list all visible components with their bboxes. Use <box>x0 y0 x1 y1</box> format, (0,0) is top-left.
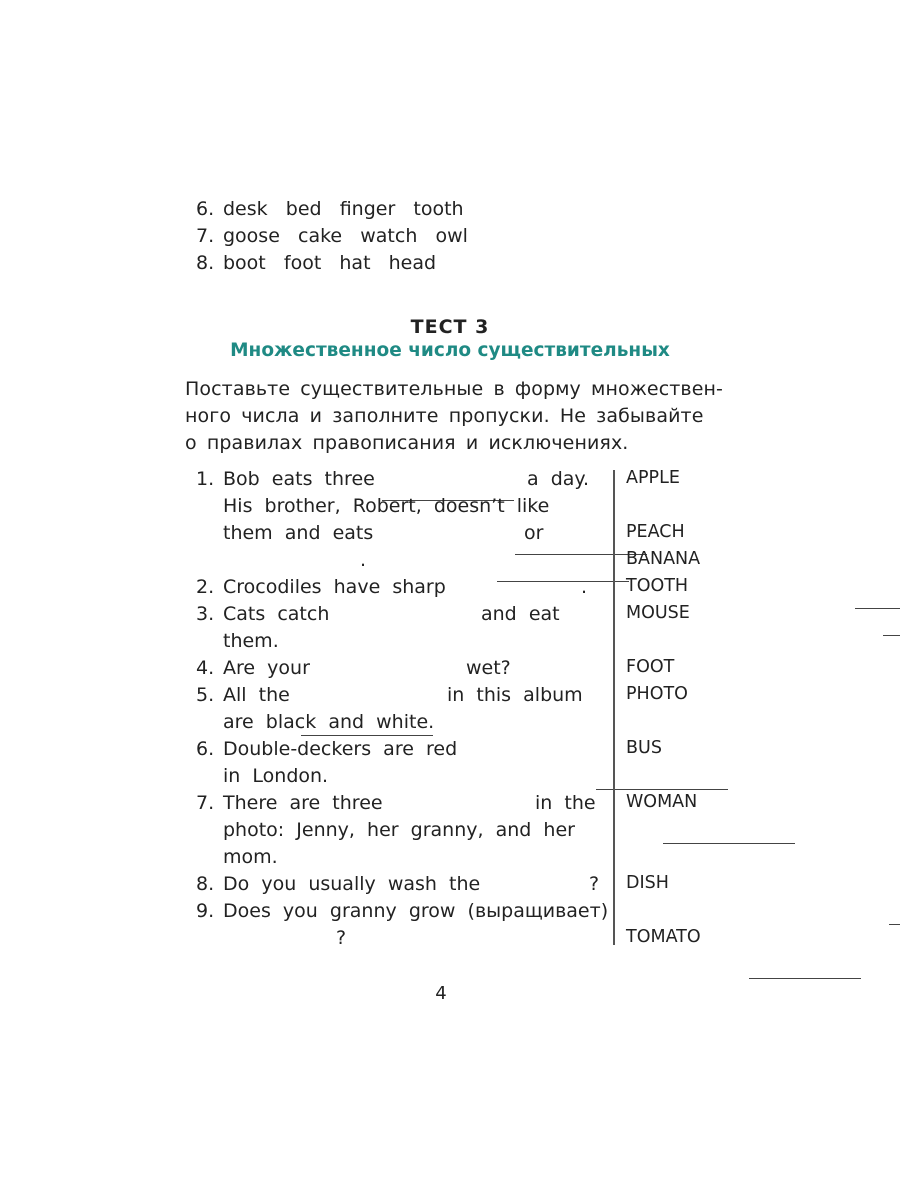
test-subtitle: Множественное число существительных <box>230 340 670 361</box>
item-text: His brother, Robert, doesn’t like <box>223 495 550 517</box>
item-text: a day. <box>527 468 590 490</box>
prev-item-number: 7. <box>196 225 215 247</box>
item-number: 1. <box>196 468 215 490</box>
item-text: Cats catch <box>223 603 330 625</box>
item-text: Are your <box>223 657 310 679</box>
item-text: . <box>581 576 588 598</box>
prev-item-number: 8. <box>196 252 215 274</box>
word-list-item: APPLE <box>626 468 680 488</box>
item-text: are black and white. <box>223 711 435 733</box>
word-list-item: WOMAN <box>626 792 698 812</box>
answer-blank[interactable] <box>596 789 728 790</box>
item-number: 2. <box>196 576 215 598</box>
prev-item-words: desk bed finger tooth <box>223 198 464 220</box>
instructions-line: Поставьте существительные в форму множествен- <box>185 378 723 400</box>
prev-item-number: 6. <box>196 198 215 220</box>
answer-blank[interactable] <box>301 735 433 736</box>
word-list-item: MOUSE <box>626 603 690 623</box>
word-list-item: BUS <box>626 738 662 758</box>
word-list-item: PHOTO <box>626 684 688 704</box>
item-text: mom. <box>223 846 278 868</box>
item-text: ? <box>336 927 347 949</box>
word-list-item: TOMATO <box>626 927 701 947</box>
item-text: or <box>524 522 544 544</box>
item-number: 3. <box>196 603 215 625</box>
item-text: All the <box>223 684 290 706</box>
item-text: them and eats <box>223 522 374 544</box>
word-list-item: DISH <box>626 873 669 893</box>
answer-blank[interactable] <box>749 978 861 979</box>
item-text: ? <box>589 873 600 895</box>
item-text: in the <box>535 792 596 814</box>
test-title: ТЕСТ 3 <box>410 316 490 338</box>
word-list-item: FOOT <box>626 657 675 677</box>
item-number: 9. <box>196 900 215 922</box>
item-text: photo: Jenny, her granny, and her <box>223 819 575 841</box>
item-text: them. <box>223 630 279 652</box>
item-text: and eat <box>481 603 560 625</box>
word-list-item: BANANA <box>626 549 701 569</box>
instructions-line: ного числа и заполните пропуски. Не забывайте <box>185 405 704 427</box>
word-list-item: PEACH <box>626 522 685 542</box>
item-text: in this album <box>447 684 583 706</box>
prev-item-words: goose cake watch owl <box>223 225 468 247</box>
item-text: Bob eats three <box>223 468 375 490</box>
item-text: . <box>360 549 367 571</box>
item-text: Crocodiles have sharp <box>223 576 446 598</box>
instructions-line: о правилах правописания и исключениях. <box>185 432 629 454</box>
item-number: 7. <box>196 792 215 814</box>
answer-blank[interactable] <box>663 843 795 844</box>
item-number: 4. <box>196 657 215 679</box>
column-divider <box>613 470 615 945</box>
item-number: 8. <box>196 873 215 895</box>
prev-item-words: boot foot hat head <box>223 252 437 274</box>
answer-blank[interactable] <box>889 924 900 925</box>
item-number: 5. <box>196 684 215 706</box>
answer-blank[interactable] <box>855 608 900 609</box>
item-text: Do you usually wash the <box>223 873 481 895</box>
item-text: Does you granny grow (выращивает) <box>223 900 609 922</box>
answer-blank[interactable] <box>497 581 629 582</box>
word-list-item: TOOTH <box>626 576 689 596</box>
item-number: 6. <box>196 738 215 760</box>
item-text: wet? <box>466 657 511 679</box>
item-text: Double-deckers are red <box>223 738 458 760</box>
item-text: There are three <box>223 792 383 814</box>
item-text: in London. <box>223 765 329 787</box>
page-number: 4 <box>435 983 447 1004</box>
answer-blank[interactable] <box>883 635 900 636</box>
